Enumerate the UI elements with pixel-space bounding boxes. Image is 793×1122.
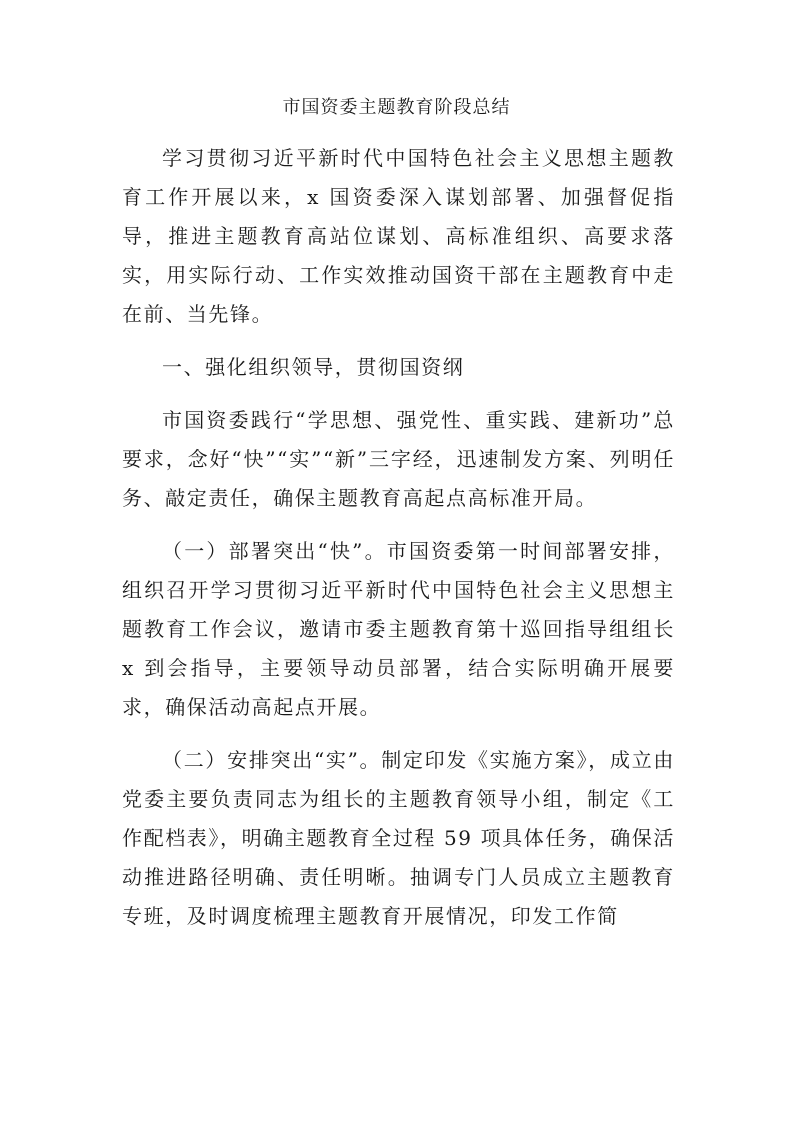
item-one-paragraph: （一）部署突出“快”。市国资委第一时间部署安排，组织召开学习贯彻习近平新时代中国特色社会主义思想主题教育工作会议，邀请市委主题教育第十巡回指导组组长 x 到会指导，主要领导动员部署，结合实际明确开展要求，确保活动高起点开展。 (122, 539, 675, 719)
page-title: 市国资委主题教育阶段总结 (282, 97, 511, 118)
section-summary-paragraph: 市国资委践行“学思想、强党性、重实践、建新功”总要求，念好“快”“实”“新”三字经，迅速制发方案、列明任务、敲定责任，确保主题教育高起点高标准开局。 (122, 408, 675, 510)
intro-paragraph: 学习贯彻习近平新时代中国特色社会主义思想主题教育工作开展以来，x 国资委深入谋划部署、加强督促指导，推进主题教育高站位谋划、高标准组织、高要求落实，用实际行动、工作实效推动国资干部在主题教育中走在前、当先锋。 (122, 146, 675, 326)
document-body (122, 139, 675, 950)
item-two-paragraph: （二）安排突出“实”。制定印发《实施方案》，成立由党委主要负责同志为组长的主题教育领导小组，制定《工作配档表》，明确主题教育全过程 59 项具体任务，确保活动推进路径明确、责任明晰。抽调专门人员成立主题教育专班，及时调度梳理主题教育开展情况，印发工作简 (122, 748, 675, 928)
section-heading: 一、强化组织领导，贯彻国资纲 (162, 355, 465, 379)
